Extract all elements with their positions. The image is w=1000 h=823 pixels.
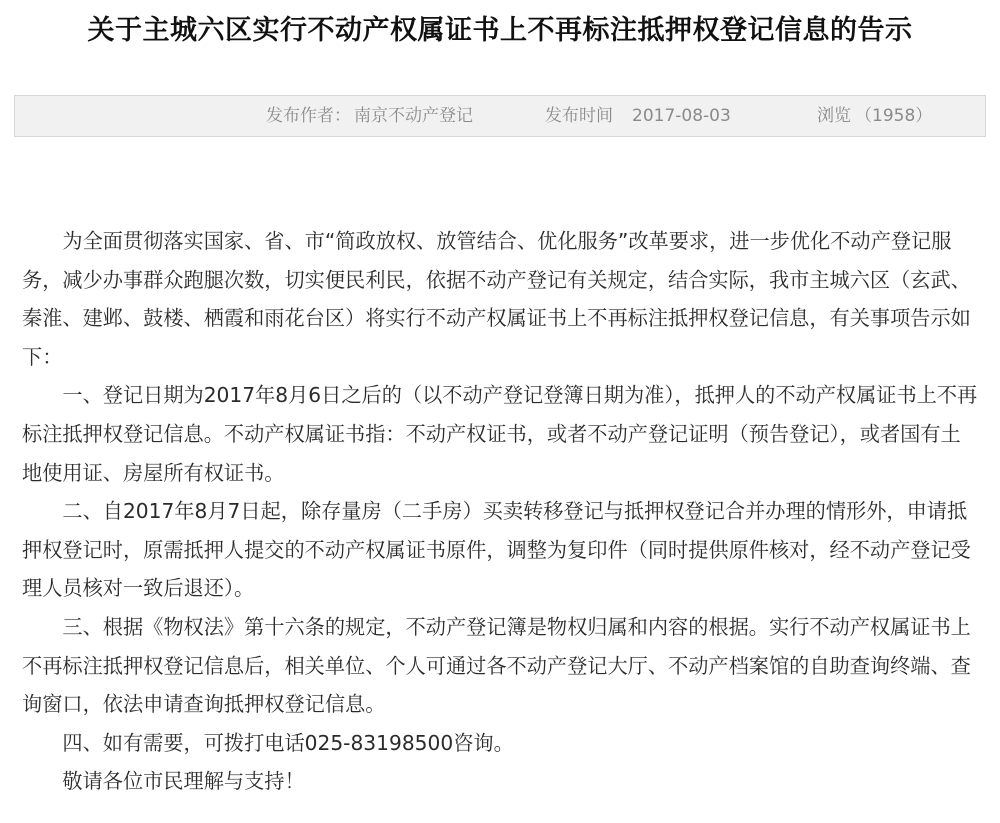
paragraph-intro: 为全面贯彻落实国家、省、市“简政放权、放管结合、优化服务”改革要求，进一步优化不动产登记服务，减少办事群众跑腿次数，切实便民利民，依据不动产登记有关规定，结合实际，我市主城六区（玄武、秦淮、建邺、鼓楼、栖霞和雨花台区）将实行不动产权属证书上不再标注抵押权登记信息，有关事项告示如下：	[22, 229, 971, 369]
views-label: 浏览	[817, 106, 851, 126]
publish-date-value: 2017-08-03	[632, 106, 731, 126]
views-count: （1958）	[855, 106, 933, 126]
paragraph-item-2: 二、自2017年8月7日起，除存量房（二手房）买卖转移登记与抵押权登记合并办理的情形外，申请抵押权登记时，原需抵押人提交的不动产权属证书原件，调整为复印件（同时提供原件核对，经不动产登记受理人员核对一致后退还）。	[22, 499, 971, 601]
publish-date-label: 发布时间	[545, 106, 613, 126]
author-label: 发布作者：	[266, 106, 351, 126]
paragraph-item-4: 四、如有需要，可拨打电话025-83198500咨询。	[62, 730, 514, 755]
article-body	[22, 222, 980, 801]
article-meta-bar	[14, 95, 986, 137]
article-title: 关于主城六区实行不动产权属证书上不再标注抵押权登记信息的告示	[87, 15, 913, 46]
paragraph-item-3: 三、根据《物权法》第十六条的规定，不动产登记簿是物权归属和内容的根据。实行不动产权属证书上不再标注抵押权登记信息后，相关单位、个人可通过各不动产登记大厅、不动产档案馆的自助查询终端、查询窗口，依法申请查询抵押权登记信息。	[22, 614, 971, 717]
paragraph-item-1: 一、登记日期为2017年8月6日之后的（以不动产登记登簿日期为准），抵押人的不动产权属证书上不再标注抵押权登记信息。不动产权属证书指：不动产权证书，或者不动产登记证明（预告登记），或者国有土地使用证、房屋所有权证书。	[22, 383, 978, 485]
paragraph-closing: 敬请各位市民理解与支持！	[62, 769, 305, 794]
author-value: 南京不动产登记	[354, 106, 473, 126]
